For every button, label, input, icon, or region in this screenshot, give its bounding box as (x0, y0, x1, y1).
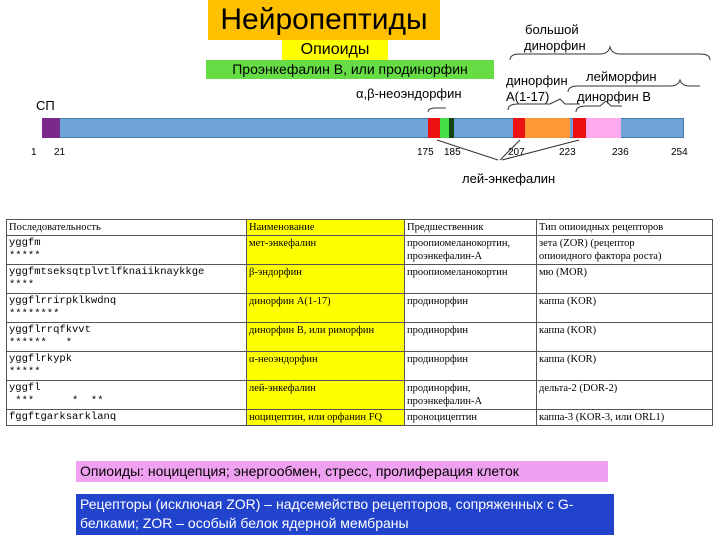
cell-sequence: fggftgarksarklanq (7, 410, 247, 426)
sp-label: СП (36, 98, 55, 113)
big-dynorphin-bracket (510, 47, 710, 60)
leu-enkephalin-label: лей-энкефалин (462, 171, 556, 186)
cell-receptor: мю (MOR) (537, 265, 713, 294)
cell-sequence: yggflrrqfkvvt ****** * (7, 323, 247, 352)
table-row (7, 294, 713, 323)
cell-name: ноцицептин, или орфанин FQ (247, 410, 405, 426)
position-21: 21 (54, 147, 66, 158)
table-row (7, 381, 713, 410)
table-row (7, 352, 713, 381)
table-header-row (7, 220, 713, 236)
neoendorphin-segment (440, 118, 449, 138)
header-name: Наименование (247, 220, 405, 236)
header-precursor: Предшественник (405, 220, 537, 236)
dynorphin-b-start-segment (573, 118, 586, 138)
position-223: 223 (559, 147, 576, 158)
dynorphin-b-segment (586, 118, 621, 138)
leumorphin-bracket (568, 80, 700, 92)
position-236: 236 (612, 147, 629, 158)
cell-precursor: продинорфин (405, 294, 537, 323)
cell-sequence: yggfm ***** (7, 236, 247, 265)
leumorphin-label: лейморфин (586, 69, 657, 84)
cell-name: мет-энкефалин (247, 236, 405, 265)
cell-receptor: зета (ZOR) (рецептор опиоидного фактора роста) (537, 236, 713, 265)
dynorphin-b-label: динорфин В (577, 89, 651, 104)
dynorphin-a-label-1: динорфин (506, 73, 568, 88)
opioids-label: Опиоиды (282, 40, 388, 60)
dark-marker-185 (449, 118, 454, 138)
cell-precursor: продинорфин (405, 352, 537, 381)
position-175: 175 (417, 147, 434, 158)
cell-precursor: продинорфин, проэнкефалин-А (405, 381, 537, 410)
table-row (7, 236, 713, 265)
cell-precursor: продинорфин (405, 323, 537, 352)
table-row (7, 323, 713, 352)
neoendorphin-bracket (428, 108, 446, 112)
cell-precursor: проопиомеланокортин, проэнкефалин-А (405, 236, 537, 265)
cell-receptor: каппа (KOR) (537, 352, 713, 381)
position-1: 1 (31, 147, 37, 158)
table-row (7, 410, 713, 426)
dynorphin-a-bracket (508, 99, 580, 110)
header-receptor: Тип опиоидных рецепторов (537, 220, 713, 236)
cell-name: лей-энкефалин (247, 381, 405, 410)
dynorphin-a-start-segment (513, 118, 525, 138)
bracket-lines (0, 0, 720, 200)
neoendorphin-label: α,β-неоэндорфин (356, 86, 462, 101)
cell-receptor: каппа (KOR) (537, 323, 713, 352)
header-sequence: Последовательность (7, 220, 247, 236)
cell-receptor: дельта-2 (DOR-2) (537, 381, 713, 410)
cell-sequence: yggfmtseksqtplvtlfknaiiknaykkge **** (7, 265, 247, 294)
neuropeptide-table (6, 219, 713, 426)
signal-peptide-segment (42, 118, 60, 138)
opioid-functions-note: Опиоиды: ноцицепция; энергообмен, стресс, пролиферация клеток (76, 461, 608, 482)
dynorphin-b-bracket (576, 101, 622, 112)
dynorphin-a-label-2: А(1-17) (506, 89, 550, 104)
position-185: 185 (444, 147, 461, 158)
cell-receptor: каппа (KOR) (537, 294, 713, 323)
position-207: 207 (508, 147, 525, 158)
cell-precursor: проопиомеланокортин (405, 265, 537, 294)
cleavage-175-segment (428, 118, 440, 138)
cell-sequence: yggflrkypk ***** (7, 352, 247, 381)
cell-name: β-эндорфин (247, 265, 405, 294)
big-dynorphin-label-2: динорфин (524, 38, 586, 53)
cell-name: динорфин А(1-17) (247, 294, 405, 323)
dynorphin-a-segment (525, 118, 570, 138)
cell-name: α-неоэндорфин (247, 352, 405, 381)
table-row (7, 265, 713, 294)
cell-sequence: yggflrrirpklkwdnq ******** (7, 294, 247, 323)
cell-receptor: каппа-3 (KOR-3, или ORL1) (537, 410, 713, 426)
cell-name: динорфин В, или риморфин (247, 323, 405, 352)
receptor-note: Рецепторы (исключая ZOR) – надсемейство рецепторов, сопряженных с G- белками; ZOR – особый белок ядерной мембраны (76, 494, 614, 535)
cell-precursor: проноцицептин (405, 410, 537, 426)
proenkephalin-label: Проэнкефалин В, или продинорфин (206, 60, 494, 79)
big-dynorphin-label-1: большой (525, 22, 579, 37)
cell-sequence: yggfl *** * ** (7, 381, 247, 410)
page-title: Нейропептиды (208, 0, 440, 40)
position-254: 254 (671, 147, 688, 158)
